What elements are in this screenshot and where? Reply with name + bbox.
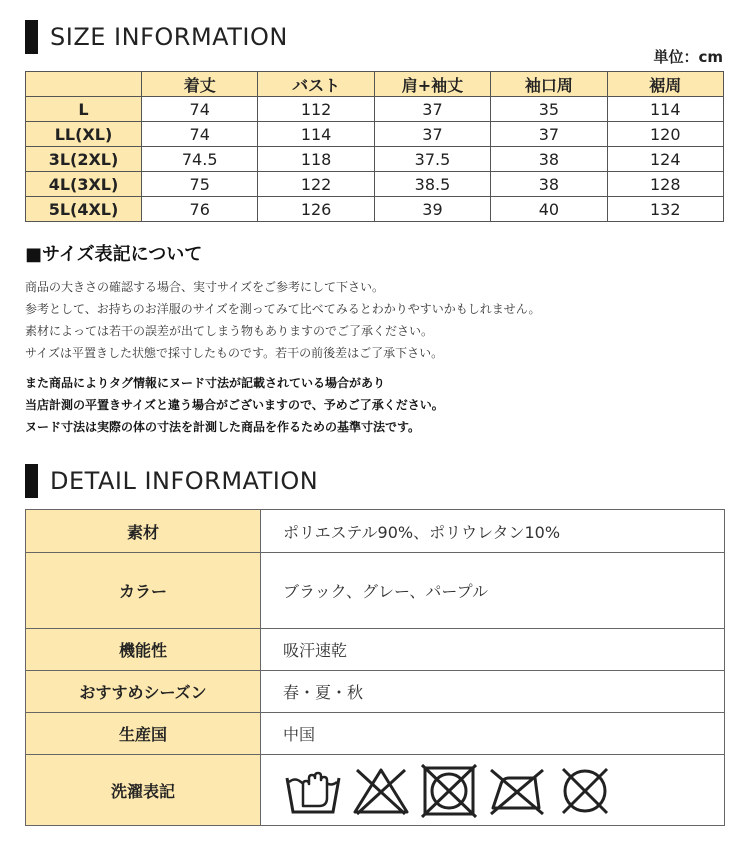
- size-section-title: SIZE INFORMATION: [50, 23, 288, 51]
- table-cell: 114: [607, 97, 723, 122]
- detail-value: 吸汗速乾: [261, 629, 725, 671]
- section-marker: [25, 464, 38, 498]
- table-cell: 38: [491, 172, 607, 197]
- detail-row-function: [26, 629, 725, 671]
- care-symbols: [283, 762, 724, 818]
- bold-note-line: ヌード寸法は実際の体の寸法を計測した商品を作るための基準寸法です。: [25, 420, 421, 434]
- table-row: [26, 172, 724, 197]
- table-row: [26, 122, 724, 147]
- table-cell: 122: [258, 172, 374, 197]
- table-cell: 35: [491, 97, 607, 122]
- size-label: LL(XL): [26, 122, 142, 147]
- detail-value: ポリエステル90%、ポリウレタン10%: [261, 510, 725, 553]
- size-table: [25, 71, 724, 222]
- table-cell: 37: [374, 122, 490, 147]
- table-cell: 132: [607, 197, 723, 222]
- table-cell: 74: [142, 122, 258, 147]
- detail-section-header: [25, 464, 318, 498]
- no-tumble-dry-icon: [419, 762, 479, 818]
- size-section-header: [25, 20, 288, 54]
- table-cell: 74: [142, 97, 258, 122]
- detail-label: 素材: [26, 510, 261, 553]
- table-cell: 114: [258, 122, 374, 147]
- detail-row-care: [26, 755, 725, 826]
- detail-section-title: DETAIL INFORMATION: [50, 467, 319, 495]
- nude-size-notes: [25, 372, 444, 438]
- column-header: 着丈: [142, 72, 258, 97]
- table-cell: 39: [374, 197, 490, 222]
- detail-row-material: [26, 510, 725, 553]
- detail-label: 機能性: [26, 629, 261, 671]
- note-line: 素材によっては若干の誤差が出てしまう物もありますのでご了承ください。: [25, 324, 434, 338]
- size-label: 4L(3XL): [26, 172, 142, 197]
- table-cell: 37: [491, 122, 607, 147]
- note-line: 商品の大きさの確認する場合、実寸サイズをご参考にして下さい。: [25, 280, 385, 294]
- detail-table: [25, 509, 725, 826]
- table-cell: 128: [607, 172, 723, 197]
- detail-label: 洗濯表記: [26, 755, 261, 826]
- detail-label: おすすめシーズン: [26, 671, 261, 713]
- table-cell: 74.5: [142, 147, 258, 172]
- table-cell: 76: [142, 197, 258, 222]
- care-symbols-cell: [261, 755, 725, 826]
- table-cell: 112: [258, 97, 374, 122]
- table-cell: 38.5: [374, 172, 490, 197]
- table-cell: 120: [607, 122, 723, 147]
- detail-value: ブラック、グレー、パープル: [261, 553, 725, 629]
- table-row: [26, 197, 724, 222]
- table-row: [26, 147, 724, 172]
- bold-note-line: また商品によりタグ情報にヌード寸法が記載されている場合があり: [25, 376, 386, 390]
- detail-row-origin: [26, 713, 725, 755]
- column-header: バスト: [258, 72, 374, 97]
- column-header: 袖口周: [491, 72, 607, 97]
- detail-label: 生産国: [26, 713, 261, 755]
- detail-row-season: [26, 671, 725, 713]
- size-table-header-row: [26, 72, 724, 97]
- detail-row-color: [26, 553, 725, 629]
- table-cell: 37: [374, 97, 490, 122]
- size-notes-title: ■サイズ表記について: [25, 244, 203, 265]
- no-iron-icon: [487, 762, 547, 818]
- size-label: L: [26, 97, 142, 122]
- section-marker: [25, 20, 38, 54]
- size-table-corner: [26, 72, 142, 97]
- table-cell: 124: [607, 147, 723, 172]
- note-line: サイズは平置きした状態で採寸したものです。若干の前後差はご了承下さい。: [25, 346, 444, 360]
- no-bleach-icon: [351, 762, 411, 818]
- hand-wash-icon: [283, 762, 343, 818]
- table-cell: 118: [258, 147, 374, 172]
- table-cell: 38: [491, 147, 607, 172]
- table-cell: 40: [491, 197, 607, 222]
- unit-label: 単位：cm: [653, 48, 723, 66]
- column-header: 肩+袖丈: [374, 72, 490, 97]
- table-cell: 37.5: [374, 147, 490, 172]
- table-cell: 75: [142, 172, 258, 197]
- note-line: 参考として、お持ちのお洋服のサイズを測ってみて比べてみるとわかりやすいかもしれません。: [25, 302, 541, 316]
- detail-value: 中国: [261, 713, 725, 755]
- table-row: [26, 97, 724, 122]
- table-cell: 126: [258, 197, 374, 222]
- no-dry-clean-icon: [555, 762, 615, 818]
- size-label: 3L(2XL): [26, 147, 142, 172]
- detail-value: 春・夏・秋: [261, 671, 725, 713]
- size-label: 5L(4XL): [26, 197, 142, 222]
- bold-note-line: 当店計測の平置きサイズと違う場合がございますので、予めご了承ください。: [25, 398, 444, 412]
- detail-label: カラー: [26, 553, 261, 629]
- size-notes: [25, 276, 541, 364]
- column-header: 裾周: [607, 72, 723, 97]
